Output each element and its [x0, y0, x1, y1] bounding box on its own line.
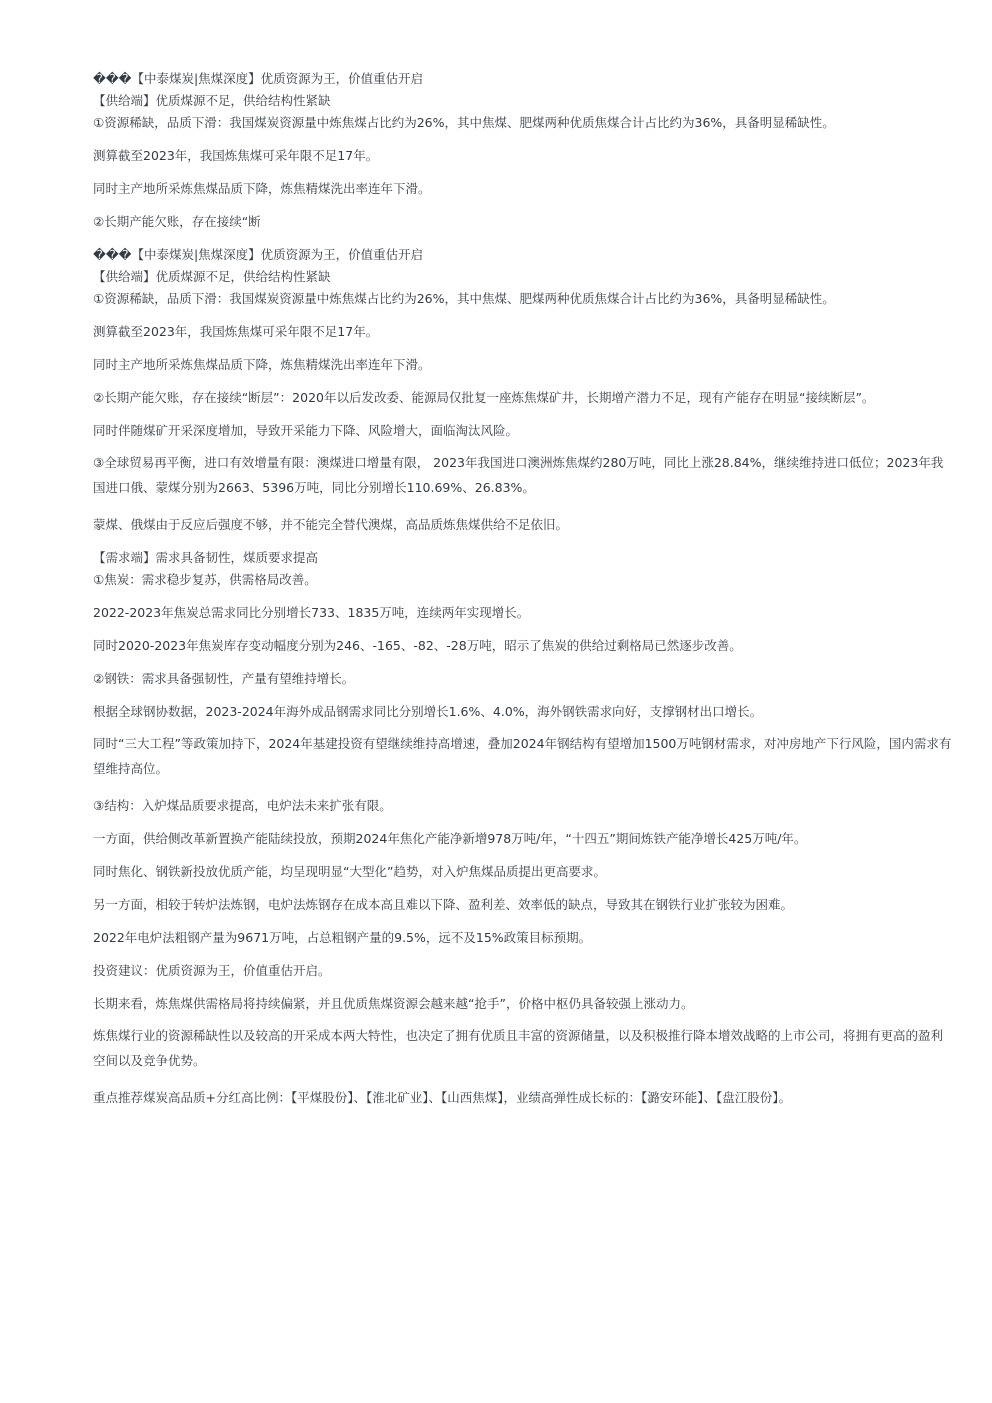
section-heading-supply: 【供给端】优质煤源不足，供给结构性紧缺: [93, 269, 331, 284]
paragraph: ①资源稀缺，品质下滑：我国煤炭资源量中炼焦煤占比约为26%，其中焦煤、肥煤两种优质焦煤合计占比约为36%，具备明显稀缺性。: [93, 291, 835, 306]
paragraph: 同时主产地所采炼焦煤品质下降，炼焦精煤洗出率连年下滑。: [93, 181, 431, 196]
article-title: ���【中泰煤炭|焦煤深度】优质资源为王，价值重估开启: [93, 247, 424, 262]
paragraph: 投资建议：优质资源为王，价值重估开启。: [93, 963, 331, 978]
paragraph: 同时伴随煤矿开采深度增加，导致开采能力下降、风险增大，面临淘汰风险。: [93, 423, 519, 438]
paragraph: 另一方面，相较于转炉法炼钢，电炉法炼钢存在成本高且难以下降、盈利差、效率低的缺点，导致其在钢铁行业扩张较为困难。: [93, 897, 794, 912]
paragraph: 同时主产地所采炼焦煤品质下降，炼焦精煤洗出率连年下滑。: [93, 357, 431, 372]
paragraph: 测算截至2023年，我国炼焦煤可采年限不足17年。: [93, 148, 379, 163]
paragraph: 炼焦煤行业的资源稀缺性以及较高的开采成本两大特性，也决定了拥有优质且丰富的资源储量，以及积极推行降本增效战略的上市公司，将拥有更高的盈利空间以及竞争优势。: [93, 1028, 944, 1068]
article-title: ���【中泰煤炭|焦煤深度】优质资源为王，价值重估开启: [93, 71, 424, 86]
paragraph: ②钢铁：需求具备强韧性，产量有望维持增长。: [93, 671, 355, 686]
paragraph: ①资源稀缺，品质下滑：我国煤炭资源量中炼焦煤占比约为26%，其中焦煤、肥煤两种优质焦煤合计占比约为36%，具备明显稀缺性。: [93, 115, 835, 130]
paragraph: ③全球贸易再平衡，进口有效增量有限：澳煤进口增量有限， 2023年我国进口澳洲炼焦煤约280万吨，同比上涨28.84%，继续维持进口低位；2023年我国进口俄、蒙煤分别为2663、5396万吨，同比分别增长110.69%、26.83%。: [93, 455, 944, 495]
section-heading-supply: 【供给端】优质煤源不足，供给结构性紧缺: [93, 93, 331, 108]
paragraph: 同时“三大工程”等政策加持下，2024年基建投资有望继续维持高增速，叠加2024年钢结构有望增加1500万吨钢材需求，对冲房地产下行风险，国内需求有望维持高位。: [93, 736, 952, 776]
section-heading-demand: 【需求端】需求具备韧性，煤质要求提高: [93, 550, 319, 565]
paragraph: 同时2020-2023年焦炭库存变动幅度分别为246、-165、-82、-28万吨，昭示了焦炭的供给过剩格局已然逐步改善。: [93, 638, 742, 653]
paragraph: ②长期产能欠账，存在接续“断层”：2020年以后发改委、能源局仅批复一座炼焦煤矿井，长期增产潜力不足，现有产能存在明显“接续断层”。: [93, 390, 875, 405]
paragraph: 2022-2023年焦炭总需求同比分别增长733、1835万吨，连续两年实现增长。: [93, 605, 530, 620]
paragraph: 根据全球钢协数据，2023-2024年海外成品钢需求同比分别增长1.6%、4.0%，海外钢铁需求向好，支撑钢材出口增长。: [93, 704, 763, 719]
paragraph: 重点推荐煤炭高品质+分红高比例：【平煤股份】、【淮北矿业】、【山西焦煤】，业绩高弹性成长标的：【潞安环能】、【盘江股份】。: [93, 1090, 791, 1105]
paragraph: 测算截至2023年，我国炼焦煤可采年限不足17年。: [93, 324, 379, 339]
paragraph: 同时焦化、钢铁新投放优质产能，均呈现明显“大型化”趋势，对入炉焦煤品质提出更高要求。: [93, 864, 606, 879]
paragraph: ②长期产能欠账，存在接续“断: [93, 214, 261, 229]
document-page: [93, 70, 953, 1106]
paragraph: ③结构：入炉煤品质要求提高，电炉法未来扩张有限。: [93, 798, 392, 813]
paragraph: 蒙煤、俄煤由于反应后强度不够，并不能完全替代澳煤，高品质炼焦煤供给不足依旧。: [93, 517, 569, 532]
paragraph: 一方面，供给侧改革新置换产能陆续投放，预期2024年焦化产能净新增978万吨/年，“十四五”期间炼铁产能净增长425万吨/年。: [93, 831, 807, 846]
paragraph: 2022年电炉法粗钢产量为9671万吨，占总粗钢产量的9.5%，远不及15%政策目标预期。: [93, 930, 592, 945]
paragraph: 长期来看，炼焦煤供需格局将持续偏紧，并且优质焦煤资源会越来越“抢手”，价格中枢仍具备较强上涨动力。: [93, 996, 694, 1011]
paragraph: ①焦炭：需求稳步复苏，供需格局改善。: [93, 572, 317, 587]
